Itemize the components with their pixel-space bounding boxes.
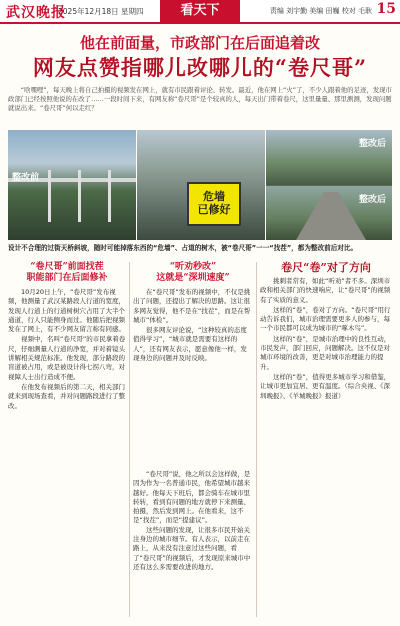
fence-post: [48, 170, 51, 222]
column-heading-3: 卷尺“卷”对了方向: [281, 261, 371, 274]
column-divider: [256, 262, 257, 617]
column-paragraph: 10月20日上午，“卷尺哥”发布视频，他测量了武汉某路段人行道的宽度，发现人行道上的行道树树穴占用了大半个通道，行人只能侧身而过。他随后把视频发在了网上，有不少网友留言称有同感。: [8, 288, 125, 334]
column-paragraph: “卷尺哥”说，他之所以会这样做，是因为作为一名普通市民，他希望城市越来越好。他每天下班后，都会骑车在城市里转转，看到有问题的地方就停下来测量、拍摄，然后发到网上。在他看来，这不是“找茬”，而是“提建议”。: [133, 470, 251, 525]
article-column-2: [133, 262, 253, 364]
photo-after-wall: [137, 130, 265, 240]
before-tag: 整改前: [12, 173, 40, 183]
dateline: 2025年12月18日 星期四: [58, 7, 144, 16]
article-column-3: [260, 262, 392, 402]
column-paragraph: 在他发布视频后的第二天，相关部门就来到现场查看，并对问题路段进行了整改。: [8, 382, 125, 410]
column-paragraph: 这样的“卷”，卷对了方向。“卷尺哥”用行动告诉我们，城市治理需要更多人的参与，每一个市民都可以成为城市的“啄木鸟”。: [260, 305, 391, 333]
photo-path-bottom: [266, 186, 392, 240]
column-paragraph: 视频中，名叫“卷尺哥”的市民拿着卷尺，仔细测量人行道的净宽，并对着镜头讲解相关规范标准。他发现，部分路段的盲道被占用，或是被设计得七拐八弯，对视障人士出行造成不便。: [8, 335, 126, 381]
photo-path-comparison: [266, 130, 392, 240]
main-headline: 网友点赞指哪儿改哪儿的“卷尺哥”: [32, 55, 368, 80]
after-tag: 整改后: [358, 139, 386, 149]
column-paragraph: 这样的“卷”，是城市治理中的良性互动，市民发声，部门回应，问题解决。这不仅是对城市环境的改善，更是对城市治理能力的提升。: [260, 334, 391, 371]
after-tag-2: 整改后: [358, 195, 386, 205]
article-column-2-continued: [133, 470, 253, 572]
photo-strip: [8, 130, 392, 240]
danger-wall-sign: 危墙 已修好: [187, 182, 241, 226]
photo-path-top: [266, 130, 392, 185]
lead-paragraph: “啥嘿哩”，每天晚上将自己拍摄的视频发在网上，就有市民跟着评论、转发。最近，他在网上“火”了，不少人跟着他的足迹，发现市政部门已经按照他说的在改了……一段时间下来，有网友称“卷尺哥”是个较真的人，每天出门带着卷尺，这里量量、那里测测，发现问题就说出来。“卷尺哥”何以走红？: [8, 86, 392, 112]
article-column-1: [8, 262, 126, 412]
photo-before-wall: [8, 130, 136, 240]
column-paragraph: 挑刺者常有，如此“听劝”者不多。深圳市政和相关部门的快速响应，让“卷尺哥”的视频有了实质的意义。: [260, 277, 391, 304]
column-divider: [129, 262, 130, 617]
masthead: [0, 0, 400, 24]
editor-credits: 责编 刘宇勤 美编 田巍 校对 毛耿: [269, 7, 372, 15]
column-paragraph: 这样的“卷”，值得更多城市学习和借鉴，让城市更加宜居、更有温度。（综合央视、《深圳晚报》、《羊城晚报》报道）: [260, 372, 391, 400]
column-paragraph: 在“卷尺哥”发布的视频中，不仅是挑出了问题，还提出了解决的思路。这让很多网友觉得，他不是在“找茬”，而是在帮城市“体检”。: [133, 288, 251, 324]
newspaper-brand: 武汉晚报: [6, 5, 66, 21]
column-paragraph: 很多网友评论说，“这种较真的态度值得学习”，“城市就是需要有这样的人”，还有网友表示，愿意像他一样，发现身边的问题并及时反映。: [133, 326, 247, 363]
fence-post: [78, 170, 81, 222]
column-paragraph: 这些问题的发现，让很多市民开始关注身边的城市细节。有人表示，以前走在路上，从来没有注意过这些问题，看了“卷尺哥”的视频后，才发现原来城市中还有这么多需要改进的地方。: [133, 525, 251, 571]
fence-post: [108, 170, 111, 222]
photo-caption: 设计不合理的过街天桥斜坡，随时可能掉落东西的“危墙”、占道的树木，被“卷尺哥”一一“找茬”，都为整改前后对比。: [8, 244, 358, 252]
walkway: [296, 192, 366, 240]
page-number: 15: [376, 1, 396, 17]
column-heading-1: “卷尺哥”前面找茬 职能部门在后面修补: [26, 262, 108, 283]
section-title: 看天下: [160, 0, 240, 22]
column-heading-2: “听劝秒改” 这就是“深圳速度”: [156, 262, 230, 283]
sub-headline: 他在前面量，市政部门在后面追着改: [79, 34, 320, 52]
